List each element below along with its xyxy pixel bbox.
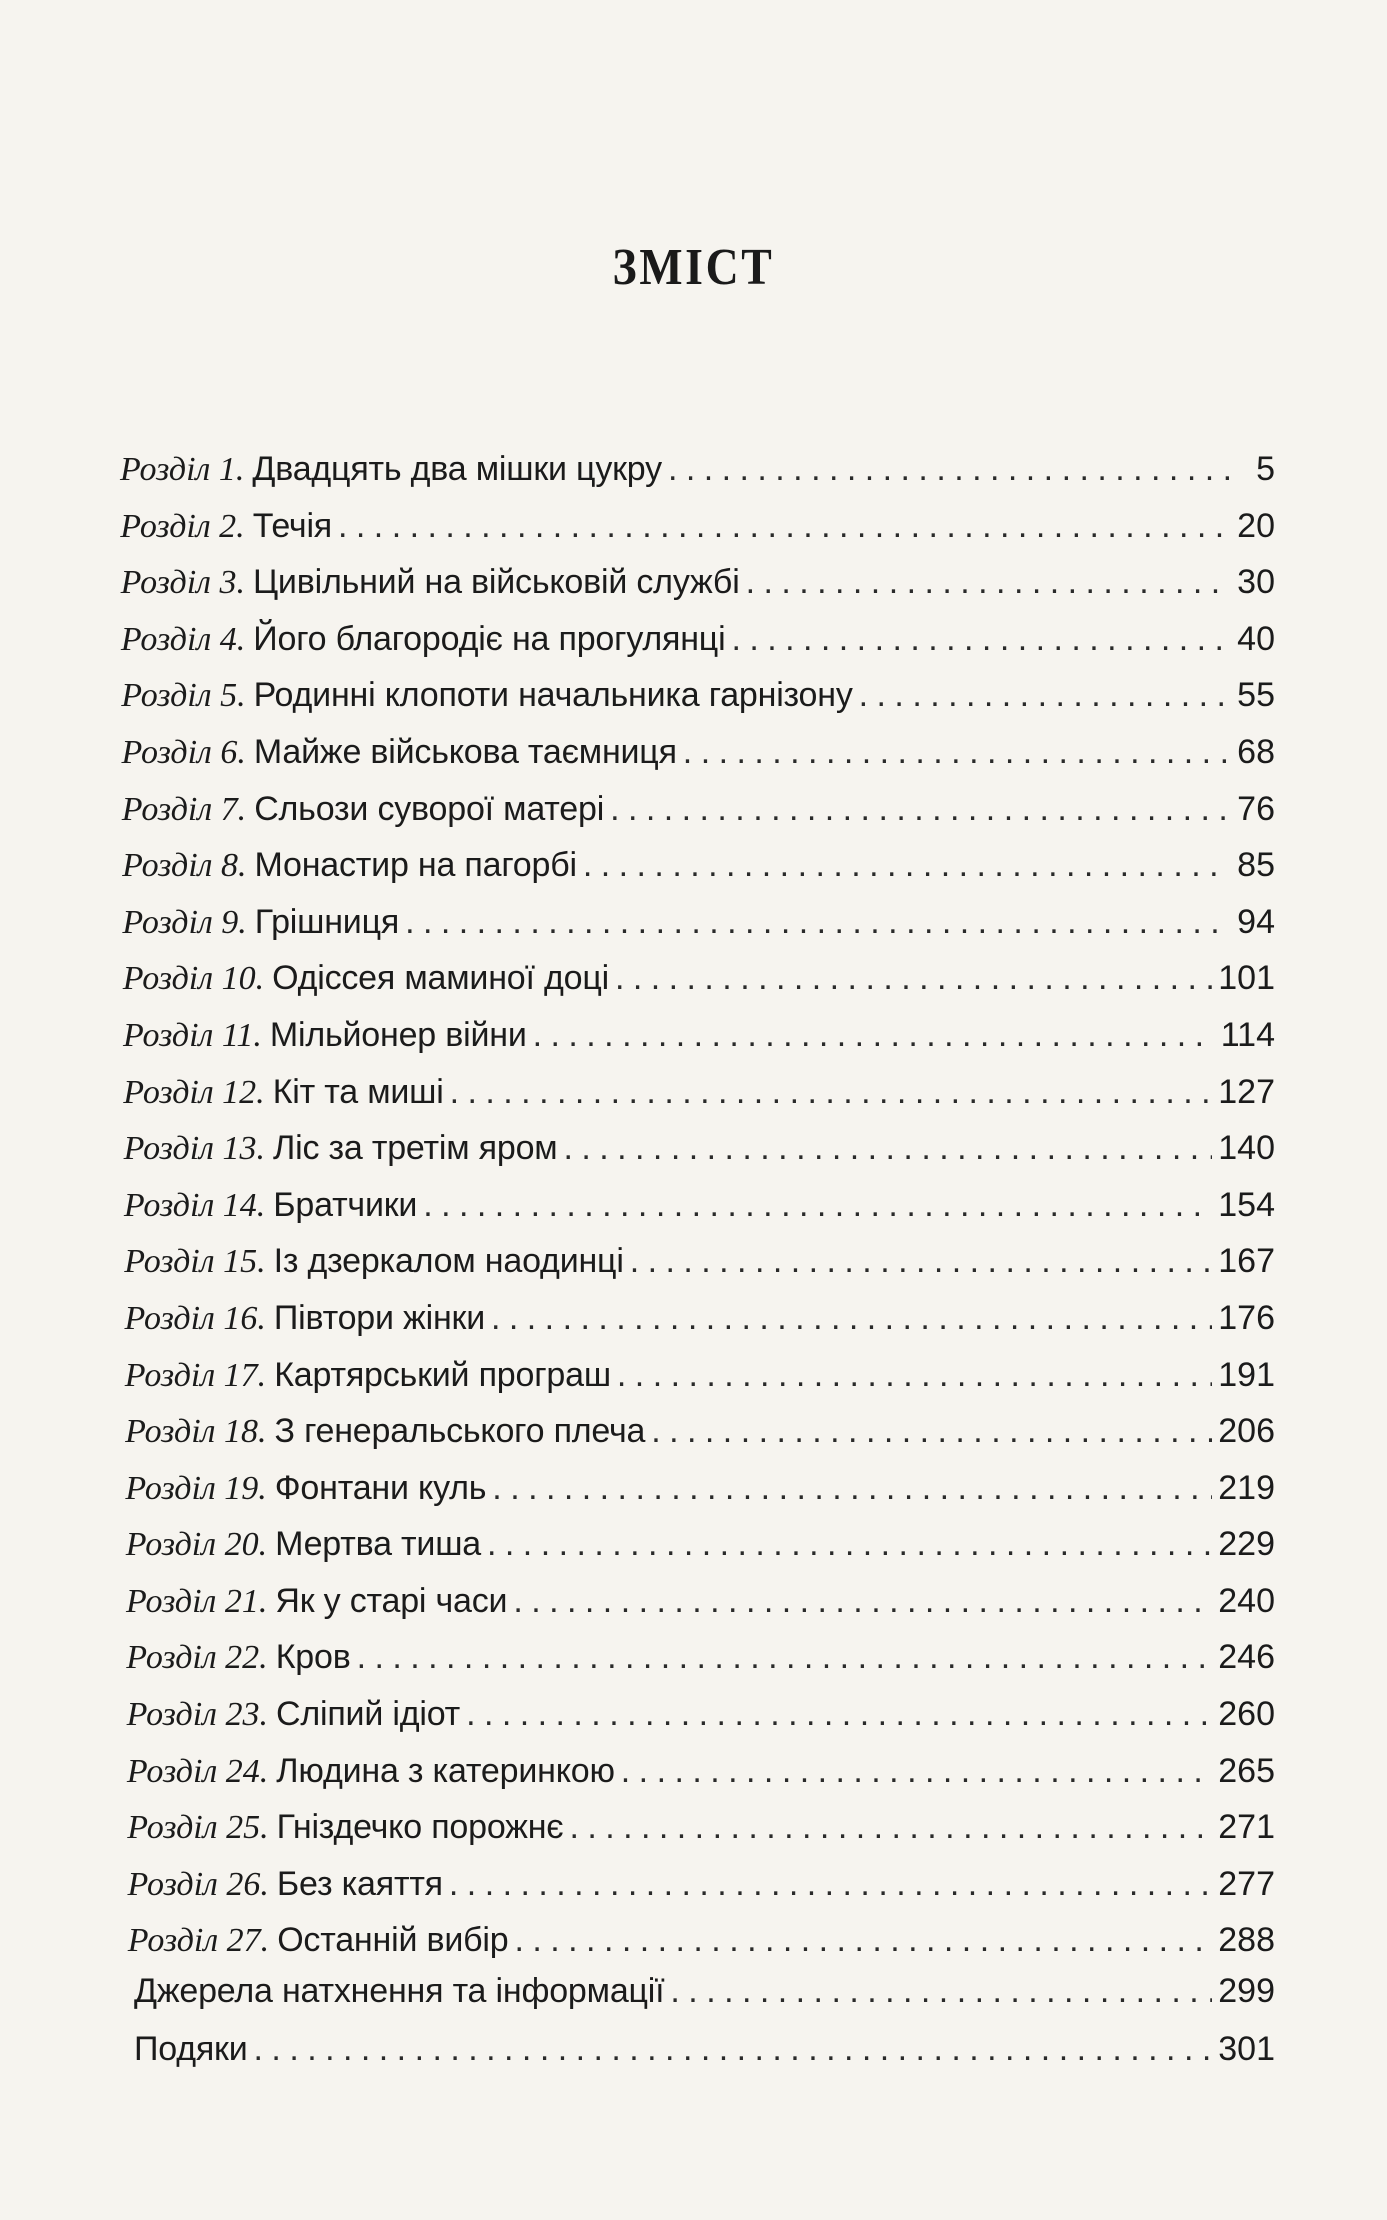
dot-leader bbox=[630, 1242, 1213, 1281]
toc-entry bbox=[120, 1356, 1275, 1413]
chapter-title: Майже військова таємниця bbox=[253, 732, 677, 771]
page-number: 265 bbox=[1218, 1751, 1275, 1790]
dot-leader bbox=[859, 676, 1229, 715]
chapter-title: Мертва тиша bbox=[275, 1525, 482, 1564]
chapter-title: Монастир на пагорбі bbox=[254, 846, 577, 885]
page-number: 301 bbox=[1218, 2030, 1275, 2068]
dot-leader bbox=[731, 620, 1229, 659]
page-number: 219 bbox=[1218, 1468, 1275, 1507]
chapter-title: Як у старі часи bbox=[275, 1581, 508, 1620]
page-number: 260 bbox=[1218, 1695, 1275, 1734]
chapter-label: Розділ 4. bbox=[120, 620, 246, 658]
page-number: 299 bbox=[1218, 1972, 1275, 2010]
page-number: 76 bbox=[1237, 789, 1275, 828]
chapter-title: Грішниця bbox=[254, 902, 400, 941]
dot-leader bbox=[338, 507, 1229, 546]
dot-leader bbox=[254, 2030, 1213, 2069]
toc-entry bbox=[120, 790, 1275, 847]
page-number: 5 bbox=[1256, 450, 1275, 488]
dot-leader bbox=[533, 1016, 1215, 1055]
chapter-label: Розділ 14. bbox=[123, 1186, 266, 1224]
extra-title: Подяки bbox=[134, 2030, 248, 2068]
toc-entry bbox=[120, 959, 1275, 1016]
page-number: 167 bbox=[1218, 1242, 1275, 1281]
toc-entry bbox=[120, 903, 1275, 960]
toc-extra-entry bbox=[134, 1972, 1275, 2030]
chapter-label: Розділ 22. bbox=[126, 1639, 268, 1677]
dot-leader bbox=[450, 1073, 1213, 1112]
toc-entry bbox=[120, 620, 1275, 677]
page-number: 246 bbox=[1218, 1638, 1275, 1677]
chapter-label: Розділ 27. bbox=[127, 1922, 270, 1960]
dot-leader bbox=[514, 1921, 1212, 1960]
chapter-title: Сліпий ідіот bbox=[275, 1695, 461, 1734]
dot-leader bbox=[615, 959, 1212, 998]
toc-entry bbox=[120, 1186, 1275, 1243]
chapter-title: Його благородіє на прогулянці bbox=[253, 619, 726, 658]
toc-entry bbox=[120, 1525, 1275, 1582]
dot-leader bbox=[513, 1582, 1212, 1621]
dot-leader bbox=[466, 1695, 1212, 1734]
toc-entry bbox=[120, 563, 1275, 620]
chapter-label: Розділ 8. bbox=[122, 847, 247, 885]
chapter-label: Розділ 13. bbox=[123, 1130, 265, 1168]
page-number: 101 bbox=[1218, 959, 1275, 998]
chapter-label: Розділ 9. bbox=[122, 903, 247, 941]
page-number: 154 bbox=[1218, 1185, 1275, 1224]
chapter-label: Розділ 2. bbox=[120, 507, 245, 545]
dot-leader bbox=[651, 1412, 1212, 1451]
chapter-title: Кров bbox=[275, 1638, 351, 1677]
chapter-label: Розділ 5. bbox=[121, 677, 246, 715]
chapter-label: Розділ 23. bbox=[126, 1696, 268, 1734]
page-number: 127 bbox=[1218, 1072, 1275, 1111]
dot-leader bbox=[668, 450, 1229, 489]
toc-entry bbox=[120, 1412, 1275, 1469]
toc-entry bbox=[120, 1921, 1275, 1978]
dot-leader bbox=[583, 846, 1229, 885]
chapter-title: З генеральського плеча bbox=[274, 1412, 646, 1451]
page-number: 229 bbox=[1218, 1525, 1275, 1564]
dot-leader bbox=[746, 563, 1229, 602]
chapter-label: Розділ 11. bbox=[123, 1016, 262, 1054]
chapter-label: Розділ 20. bbox=[125, 1526, 268, 1564]
page-number: 94 bbox=[1237, 902, 1275, 941]
toc-entry bbox=[120, 1469, 1275, 1526]
toc-entry bbox=[120, 676, 1275, 733]
chapter-label: Розділ 12. bbox=[123, 1073, 265, 1111]
page-number: 85 bbox=[1237, 846, 1275, 885]
chapter-title: Течія bbox=[252, 506, 333, 545]
extra-title: Джерела натхнення та інформації bbox=[134, 1972, 665, 2010]
toc-entry bbox=[120, 1808, 1275, 1865]
chapter-title: Двадцять два мішки цукру bbox=[252, 450, 662, 488]
chapter-label: Розділ 7. bbox=[121, 790, 247, 828]
chapter-label: Розділ 16. bbox=[124, 1299, 266, 1337]
chapter-title: Кіт та миші bbox=[272, 1072, 444, 1111]
page-number: 277 bbox=[1218, 1864, 1275, 1903]
toc-entry bbox=[120, 1695, 1275, 1752]
chapter-title: Родинні клопоти начальника гарнізону bbox=[253, 676, 853, 715]
toc-entry bbox=[120, 1865, 1275, 1922]
chapter-label: Розділ 15. bbox=[124, 1243, 266, 1281]
dot-leader bbox=[670, 1972, 1212, 2011]
toc-entry bbox=[120, 1299, 1275, 1356]
page-title: ЗМІСТ bbox=[612, 239, 775, 296]
chapter-title: Із дзеркалом наодинці bbox=[273, 1242, 624, 1281]
dot-leader bbox=[423, 1186, 1212, 1225]
chapter-title: Гніздечко порожнє bbox=[276, 1808, 564, 1847]
chapter-label: Розділ 26. bbox=[127, 1865, 269, 1903]
toc-entry bbox=[120, 1016, 1275, 1073]
toc-entry bbox=[120, 733, 1275, 790]
chapter-label: Розділ 1. bbox=[120, 451, 245, 488]
chapter-label: Розділ 6. bbox=[121, 733, 246, 771]
chapter-title: Сльози суворої матері bbox=[254, 789, 605, 828]
chapter-title: Одіссея маминої доці bbox=[272, 959, 609, 998]
chapter-label: Розділ 3. bbox=[120, 564, 245, 602]
chapter-title: Останній вибір bbox=[277, 1921, 509, 1960]
dot-leader bbox=[357, 1638, 1213, 1677]
chapter-title: Без каяття bbox=[276, 1864, 443, 1903]
chapter-label: Розділ 18. bbox=[125, 1413, 267, 1451]
chapter-title: Мільйонер війни bbox=[269, 1015, 527, 1054]
chapter-title: Півтори жінки bbox=[273, 1298, 485, 1337]
page-number: 240 bbox=[1218, 1581, 1275, 1620]
toc-entry bbox=[120, 1129, 1275, 1186]
chapter-label: Розділ 10. bbox=[122, 960, 265, 998]
chapter-title: Цивільний на військовій службі bbox=[252, 563, 740, 602]
chapter-title: Фонтани куль bbox=[274, 1468, 487, 1507]
chapter-title: Картярський програш bbox=[274, 1355, 611, 1394]
toc-entry bbox=[120, 507, 1275, 564]
chapter-title: Людина з катеринкою bbox=[276, 1751, 615, 1790]
dot-leader bbox=[617, 1356, 1212, 1395]
dot-leader bbox=[449, 1865, 1212, 1904]
toc-entry bbox=[120, 1752, 1275, 1809]
page-number: 288 bbox=[1218, 1921, 1275, 1960]
dot-leader bbox=[683, 733, 1229, 772]
toc-entry bbox=[120, 1242, 1275, 1299]
toc-entry bbox=[120, 1582, 1275, 1639]
toc-entry bbox=[120, 1073, 1275, 1130]
dot-leader bbox=[487, 1525, 1212, 1564]
page-number: 206 bbox=[1218, 1412, 1275, 1451]
toc-entry bbox=[120, 846, 1275, 903]
page-number: 114 bbox=[1220, 1015, 1275, 1054]
page-number: 191 bbox=[1218, 1355, 1275, 1394]
dot-leader bbox=[491, 1299, 1212, 1338]
chapter-label: Розділ 24. bbox=[126, 1752, 269, 1790]
page-number: 30 bbox=[1237, 563, 1275, 602]
toc-entry bbox=[120, 450, 1275, 507]
chapter-label: Розділ 25. bbox=[127, 1809, 269, 1847]
chapter-title: Ліс за третім яром bbox=[272, 1129, 558, 1168]
chapter-title: Братчики bbox=[273, 1185, 418, 1224]
toc-extras bbox=[134, 1972, 1275, 2088]
table-of-contents bbox=[120, 450, 1275, 1978]
page-number: 68 bbox=[1237, 732, 1275, 771]
page-number: 55 bbox=[1237, 676, 1275, 715]
chapter-label: Розділ 21. bbox=[126, 1582, 268, 1620]
toc-extra-entry bbox=[134, 2030, 1275, 2088]
dot-leader bbox=[610, 790, 1229, 829]
dot-leader bbox=[563, 1129, 1212, 1168]
page-number: 40 bbox=[1237, 619, 1275, 658]
page-number: 271 bbox=[1218, 1808, 1275, 1847]
page-number: 140 bbox=[1218, 1129, 1275, 1168]
dot-leader bbox=[569, 1808, 1212, 1847]
dot-leader bbox=[621, 1752, 1212, 1791]
chapter-label: Розділ 17. bbox=[124, 1356, 267, 1394]
dot-leader bbox=[405, 903, 1229, 942]
page-number: 20 bbox=[1237, 506, 1275, 545]
dot-leader bbox=[492, 1469, 1212, 1508]
page-number: 176 bbox=[1218, 1298, 1275, 1337]
toc-entry bbox=[120, 1638, 1275, 1695]
chapter-label: Розділ 19. bbox=[125, 1469, 267, 1507]
